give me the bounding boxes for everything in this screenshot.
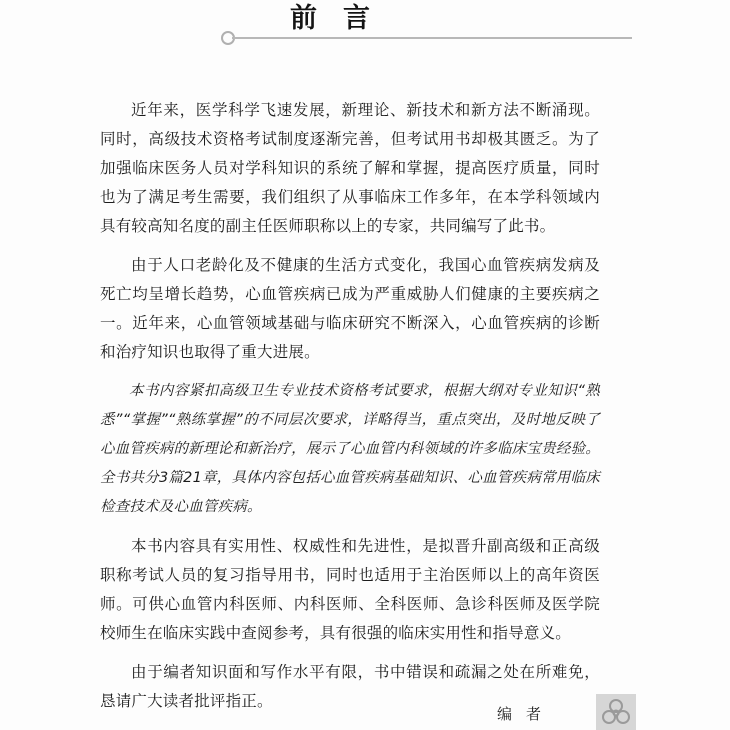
page-title: 前言 <box>290 3 396 34</box>
author-signature: 编者 <box>497 705 556 723</box>
paragraph-2: 由于人口老龄化及不健康的生活方式变化，我国心血管疾病发病及死亡均呈增长趋势，心血管疾病已成为严重威胁人们健康的主要疾病之一。近年来，心血管领域基础与临床研究不断深入，心血管疾病的诊断和治疗知识也取得了重大进展。 <box>100 256 600 361</box>
paragraph-1: 近年来，医学科学飞速发展，新理论、新技术和新方法不断涌现。同时，高级技术资格考试制度逐渐完善，但考试用书却极其匮乏。为了加强临床医务人员对学科知识的系统了解和掌握，提高医疗质量，同时也为了满足考生需要，我们组织了从事临床工作多年，在本学科领域内具有较高知名度的副主任医师职称以上的专家，共同编写了此书。 <box>100 101 600 235</box>
paragraph-3: 本书内容紧扣高级卫生专业技术资格考试要求，根据大纲对专业知识“熟悉”“掌握”“熟练掌握”的不同层次要求，详略得当，重点突出，及时地反映了心血管疾病的新理论和新治疗，展示了心血管内科领域的许多临床宝贵经验。全书共分3篇21章，具体内容包括心血管疾病基础知识、心血管疾病常用临床检查技术及心血管疾病。 <box>100 383 600 515</box>
paragraph-4: 本书内容具有实用性、权威性和先进性，是拟晋升副高级和正高级职称考试人员的复习指导用书，同时也适用于主治医师以上的高年资医师。可供心血管内科医师、内科医师、全科医师、急诊科医师及医学院校师生在临床实践中查阅参考，具有很强的临床实用性和指导意义。 <box>100 537 600 642</box>
preface-body <box>100 96 600 726</box>
header-divider <box>232 37 632 39</box>
paragraph-5: 由于编者知识面和写作水平有限，书中错误和疏漏之处在所难免，恳请广大读者批评指正。 <box>100 663 600 710</box>
biohazard-icon <box>596 694 636 730</box>
page-header <box>0 0 730 50</box>
